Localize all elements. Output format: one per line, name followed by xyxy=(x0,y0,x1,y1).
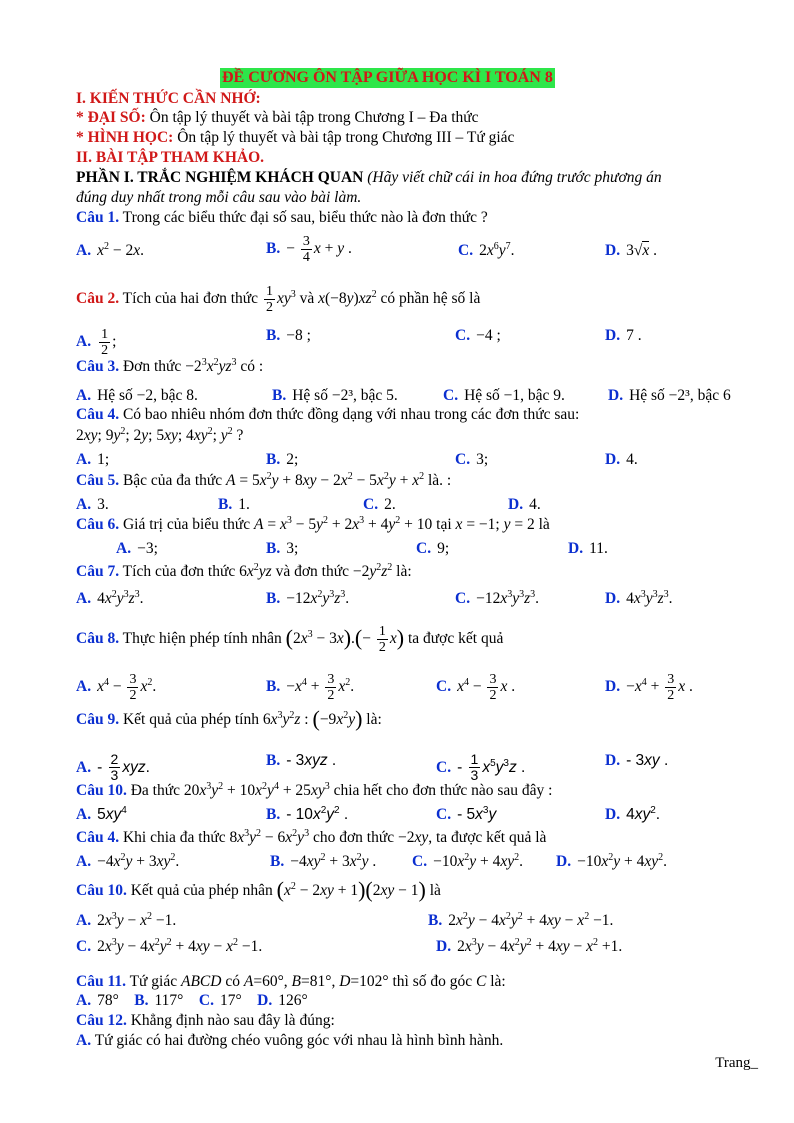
q1-option-b: B. − $\frac{3}{4}$ x + y . xyxy=(266,234,352,265)
q3-option-c: C. Hệ số −1, bậc 9. xyxy=(443,387,565,404)
q7-option-a: A. $4x^2y^3z^3$. xyxy=(76,589,144,607)
q9-option-c: C. - $\frac{1}{3}$ $x^5y^3z$ . xyxy=(436,751,526,783)
q10-option-b: B. - $10x^2y^2$ . xyxy=(266,805,349,823)
question-12: Câu 12. Khẳng định nào sau đây là đúng: xyxy=(76,1012,335,1029)
algebra-label: * ĐẠI SỐ: xyxy=(76,109,146,126)
geometry-label: * HÌNH HỌC: xyxy=(76,129,174,146)
q1-option-d: D. 3√x . xyxy=(605,242,657,259)
question-10-product: Câu 10. Kết quả của phép nhân $(x^2 - 2xy + 1)(2xy - 1)$ là xyxy=(76,877,441,902)
q7-option-b: B. $-12x^2y^3z^3$. xyxy=(266,589,350,607)
q8-option-c: C. $x^4$ − $\frac{3}{2}$ x . xyxy=(436,672,516,703)
question-5: Câu 5. Bậc của đa thức $A = 5x^2y + 8xy - 2x^2 - 5x^2y + x^2$ là. : xyxy=(76,471,452,489)
q12-option-a: A. Tứ giác có hai đường chéo vuông góc với nhau là hình bình hành. xyxy=(76,1032,504,1049)
q2-option-c: C. −4 ; xyxy=(455,327,501,344)
question-4: Câu 4. Có bao nhiêu nhóm đơn thức đồng dạng với nhau trong các đơn thức sau: xyxy=(76,406,580,423)
q1-option-c: C. $2x^6y^7$. xyxy=(458,241,515,259)
geometry-text: Ôn tập lý thuyết và bài tập trong Chương III – Tứ giác xyxy=(173,129,515,146)
question-1 xyxy=(76,209,488,227)
q2-option-b: B. −8 ; xyxy=(266,327,311,344)
q10-option-a: A. $5xy^4$ xyxy=(76,805,127,823)
q8-option-a: A. $x^4$ − $\frac{3}{2}$ $x^2$. xyxy=(76,672,157,703)
q2-option-d: D. 7 . xyxy=(605,327,642,344)
q10-option-d: D. $4xy^2$. xyxy=(605,805,661,823)
q4b-option-c: C. $-10x^2y + 4xy^2$. xyxy=(412,852,523,870)
question-8: Câu 8. Thực hiện phép tính nhân $(2x^3 - 3x).(-$ $\frac{1}{2}$ x) ta được kết quả xyxy=(76,624,504,655)
question-text: Trong các biểu thức đại số sau, biểu thức nào là đơn thức ? xyxy=(119,209,488,226)
q7-option-d: D. $4x^3y^3z^3$. xyxy=(605,589,673,607)
q3-option-d: D. Hệ số −2³, bậc 6 xyxy=(608,387,731,404)
q4-option-d: D. 4. xyxy=(605,451,638,468)
q4b-option-d: D. $-10x^2y + 4xy^2$. xyxy=(556,852,667,870)
q6-option-c: C. 9; xyxy=(416,540,450,557)
q4-option-c: C. 3; xyxy=(455,451,489,468)
question-2: Câu 2. Tích của hai đơn thức $\frac{1}{2}$ $xy^3$ và $x(-8y)xz^2$ có phần hệ số là xyxy=(76,284,481,315)
q10b-option-d: D. $2x^3y - 4x^2y^2 + 4xy - x^2 +1$. xyxy=(436,937,623,955)
question-6: Câu 6. Giá trị của biểu thức $A = x^3 - 5y^2 + 2x^3 + 4y^2 + 10$ tại x = −1; y = 2 là xyxy=(76,515,550,533)
q4-option-a: A. 1; xyxy=(76,451,110,468)
page-title: ĐỀ CƯƠNG ÔN TẬP GIỮA HỌC KÌ I TOÁN 8 xyxy=(222,69,553,86)
q5-option-a: A. 3. xyxy=(76,496,109,513)
q5-option-d: D. 4. xyxy=(508,496,541,513)
question-10: Câu 10. Đa thức $20x^3y^2 + 10x^2y^4 + 25xy^3$ chia hết cho đơn thức nào sau đây : xyxy=(76,781,553,799)
q5-option-b: B. 1. xyxy=(218,496,250,513)
q8-option-b: B. $-x^4$ + $\frac{3}{2}$ $x^2$. xyxy=(266,672,355,703)
q10b-option-a: A. $2x^3y - x^2 -1$. xyxy=(76,911,177,929)
q10b-option-b: B. $2x^2y - 4x^2y^2 + 4xy - x^2 -1$. xyxy=(428,911,614,929)
section-knowledge-heading: I. KIẾN THỨC CẦN NHỚ: xyxy=(76,90,261,107)
question-9: Câu 9. Kết quả của phép tính $6x^3y^2z$ : $(-9x^2y)$ là: xyxy=(76,706,382,731)
page-footer: Trang_ xyxy=(715,1055,758,1071)
question-4-division: Câu 4. Khi chia đa thức $8x^3y^2 - 6x^2y^3$ cho đơn thức −2xy, ta được kết quả là xyxy=(76,828,547,846)
q9-option-d: D. - 3xy . xyxy=(605,752,669,769)
part1-note-b: đúng duy nhất trong mỗi câu sau vào bài làm. xyxy=(76,189,362,206)
q7-option-c: C. $-12x^3y^3z^3$. xyxy=(455,589,540,607)
question-3: Câu 3. Đơn thức $-2^3x^2yz^3$ có : xyxy=(76,357,264,375)
q9-option-a: A. - $\frac{2}{3}$ xyz. xyxy=(76,751,150,783)
q9-option-b: B. - 3xyz . xyxy=(266,752,337,769)
section-exercises-heading: II. BÀI TẬP THAM KHẢO. xyxy=(76,149,265,166)
question-7: Câu 7. Tích của đơn thức $6x^2yz$ và đơn thức $-2y^2z^2$ là: xyxy=(76,562,412,580)
q6-option-b: B. 3; xyxy=(266,540,299,557)
q6-option-a: A. −3; xyxy=(116,540,158,557)
q5-option-c: C. 2. xyxy=(363,496,396,513)
q4b-option-b: B. $-4xy^2 + 3x^2y$ . xyxy=(270,852,377,870)
q8-option-d: D. $-x^4$ + $\frac{3}{2}$ x . xyxy=(605,672,693,703)
q1-option-a: A. $x^2 - 2x$. xyxy=(76,241,144,259)
part1-heading xyxy=(76,169,662,187)
q2-option-a: A. $\frac{1}{2}$ ; xyxy=(76,327,117,358)
q4b-option-a: A. $-4x^2y + 3xy^2$. xyxy=(76,852,180,870)
q10b-option-c: C. $2x^3y - 4x^2y^2 + 4xy - x^2 -1$. xyxy=(76,937,263,955)
part1-label: PHẦN I. TRẮC NGHIỆM KHÁCH QUAN xyxy=(76,169,364,186)
q10-option-c: C. - $5x^3y$ xyxy=(436,805,497,823)
q3-option-b: B. Hệ số −2³, bậc 5. xyxy=(272,387,398,404)
algebra-line xyxy=(76,109,479,127)
q6-option-d: D. 11. xyxy=(568,540,608,557)
question-11: Câu 11. Tứ giác ABCD có A=60°, B=81°, D=102° thì số đo góc C là: xyxy=(76,973,506,990)
q11-options: A. 78° B. 117° C. 17° D. 126° xyxy=(76,992,308,1009)
geometry-line xyxy=(76,129,514,147)
q4-monomials: 2xy; $9y^2$; 2y; 5xy; $4xy^2$; $y^2$ ? xyxy=(76,426,244,444)
question-label: Câu 1. xyxy=(76,209,120,226)
part1-note-a: (Hãy viết chữ cái in hoa đứng trước phương án xyxy=(367,169,662,186)
q3-option-a: A. Hệ số −2, bậc 8. xyxy=(76,387,198,404)
q4-option-b: B. 2; xyxy=(266,451,299,468)
algebra-text: Ôn tập lý thuyết và bài tập trong Chương I – Đa thức xyxy=(145,109,479,126)
